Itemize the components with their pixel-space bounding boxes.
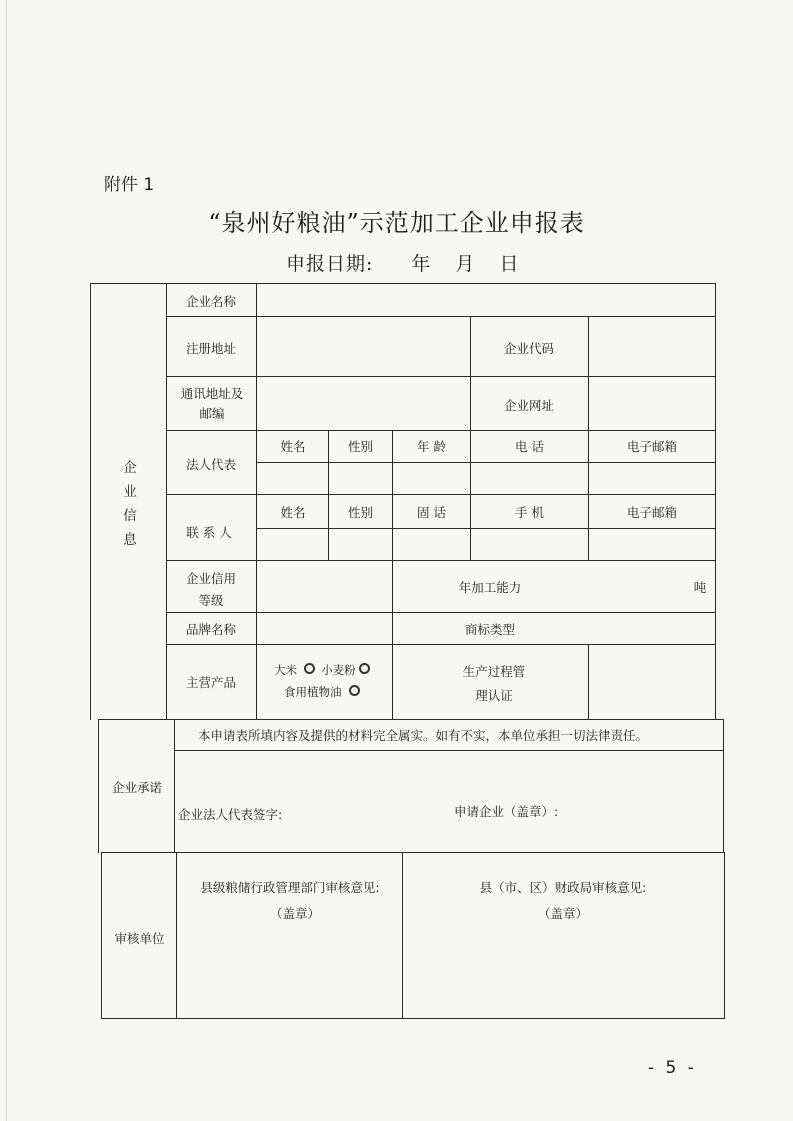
contact-person-label: 联系人: [186, 525, 236, 540]
legal-rep-age-col: 年 龄: [417, 439, 446, 454]
county-grain-seal: （盖章）: [269, 906, 320, 921]
legal-rep-email-col: 电子邮箱: [626, 439, 677, 454]
enterprise-code-label: 企业代码: [503, 341, 554, 356]
product-options: [274, 662, 390, 680]
capacity-unit: 吨: [693, 580, 707, 595]
mailing-address-label: 通讯地址及邮编: [180, 386, 244, 421]
product-oil-row: [284, 684, 390, 702]
page-number: - 5 -: [648, 1058, 697, 1078]
applicant-seal-label: 申请企业（盖章）:: [454, 804, 559, 819]
contact-mobile-col: 手 机: [515, 505, 544, 520]
legal-rep-gender-col: 性别: [347, 439, 373, 454]
product-oil: 食用植物油: [284, 685, 342, 699]
main-products-label: 主营产品: [185, 675, 236, 690]
date-month: 月: [455, 253, 476, 275]
enterprise-name-label: 企业名称: [185, 294, 236, 309]
finance-bureau-opinion: 县（市、区）财政局审核意见:: [479, 880, 647, 895]
credit-rating-label: 企业信用等级: [185, 571, 236, 608]
county-grain-opinion: 县级粮储行政管理部门审核意见:: [200, 880, 380, 895]
registered-address-label: 注册地址: [185, 341, 236, 356]
legal-rep-phone-col: 电 话: [515, 439, 544, 454]
review-units-label: 审核单位: [114, 931, 165, 946]
enterprise-info-label: 企业信息: [123, 460, 137, 548]
product-wheat: 小麦粉: [321, 663, 356, 677]
date-year: 年: [411, 253, 432, 275]
radio-rice-icon[interactable]: [304, 663, 315, 674]
finance-bureau-seal: （盖章）: [537, 906, 588, 921]
process-certification-label: 生产过程管理认证: [462, 664, 526, 703]
contact-name-col: 姓名: [280, 505, 306, 520]
pledge-label: 企业承诺: [111, 780, 162, 795]
legal-rep-signature-label: 企业法人代表签字:: [178, 807, 283, 822]
radio-oil-icon[interactable]: [349, 685, 360, 696]
pledge-statement: 本申请表所填内容及提供的材料完全属实。如有不实，本单位承担一切法律责任。: [198, 728, 649, 743]
legal-rep-name-col: 姓名: [280, 439, 306, 454]
radio-wheat-icon[interactable]: [359, 663, 370, 674]
form-title: “泉州好粮油”示范加工企业申报表: [208, 209, 585, 237]
date-day: 日: [499, 253, 520, 275]
contact-landline-col: 固 话: [417, 505, 446, 520]
website-label: 企业网址: [503, 398, 554, 413]
contact-email-col: 电子邮箱: [626, 505, 677, 520]
annual-capacity-label: 年加工能力: [458, 580, 522, 595]
contact-gender-col: 性别: [347, 505, 373, 520]
date-label: 申报日期:: [286, 253, 374, 275]
brand-name-label: 品牌名称: [185, 622, 236, 637]
legal-rep-label: 法人代表: [185, 457, 236, 472]
trademark-type-label: 商标类型: [464, 622, 515, 637]
attachment-label: 附件 1: [104, 175, 155, 195]
product-rice: 大米: [274, 663, 297, 677]
